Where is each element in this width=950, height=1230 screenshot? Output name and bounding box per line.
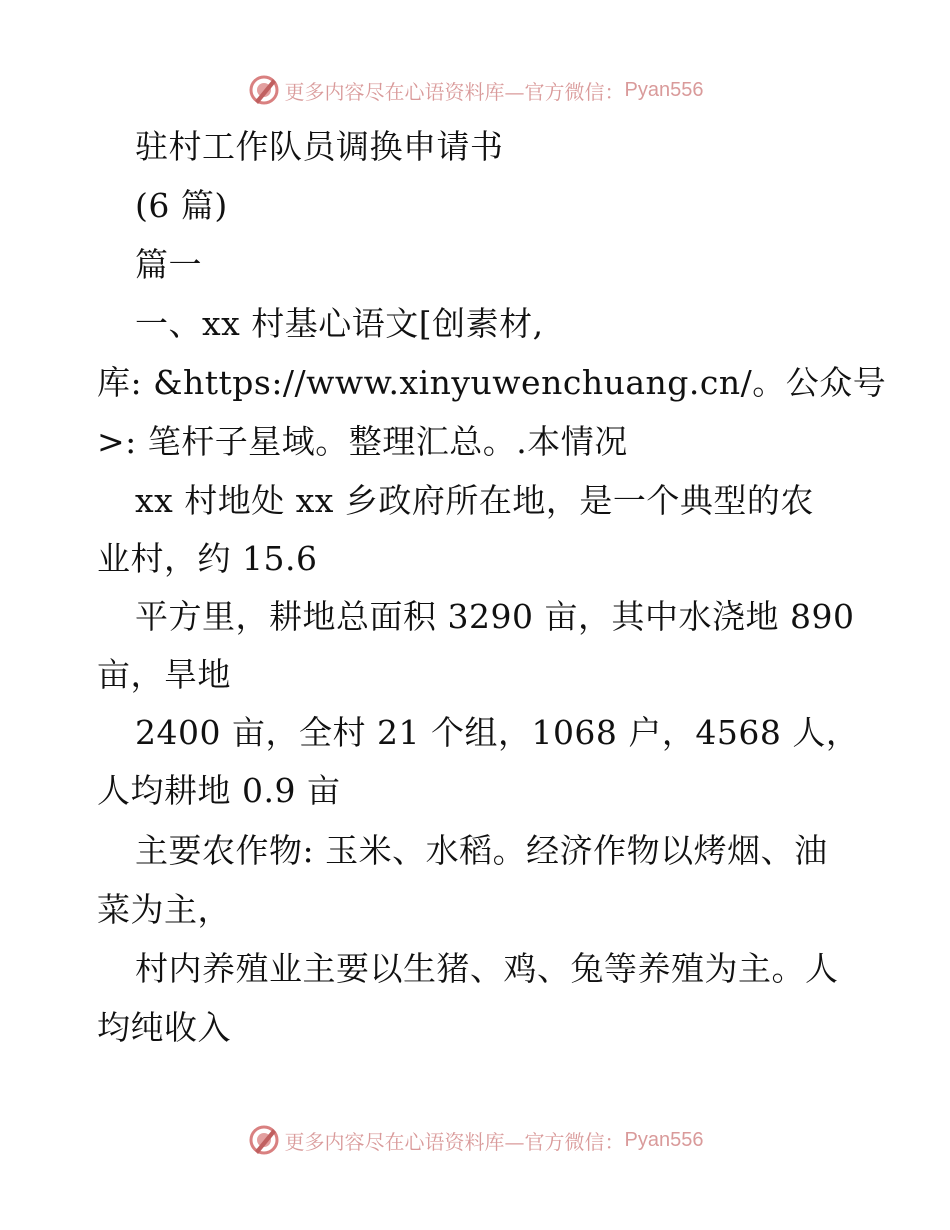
body-line: 业村，约 15.6: [97, 539, 318, 578]
watermark-wechat-id: Pyan556: [624, 1128, 704, 1151]
body-line: 主要农作物: 玉米、水稻。经济作物以烤烟、油: [135, 831, 828, 870]
body-line: 村内养殖业主要以生猪、鸡、兔等养殖为主。人: [135, 949, 839, 988]
document-title: 驻村工作队员调换申请书: [135, 127, 504, 166]
section-heading: 篇一: [135, 245, 202, 284]
body-line: 库: &https://www.xinyuwenchuang.cn/。公众号: [97, 363, 887, 402]
watermark-text: 更多内容尽在心语资料库—官方微信：: [284, 1129, 625, 1154]
watermark-footer: [0, 1120, 950, 1160]
body-line: 菜为主，: [97, 890, 231, 929]
body-line: 均纯收入: [97, 1008, 231, 1047]
document-subtitle: (6 篇): [135, 186, 228, 225]
body-line: xx 村地处 xx 乡政府所在地，是一个典型的农: [135, 481, 814, 520]
body-line: 平方里，耕地总面积 3290 亩，其中水浇地 890: [135, 597, 855, 636]
body-line: 2400 亩，全村 21 个组，1068 户，4568 人，: [135, 713, 860, 752]
body-line: >: 笔杆子星域。整理汇总。.本情况: [97, 422, 628, 461]
body-line: 一、xx 村基心语文[创素材,: [135, 304, 544, 343]
pen-logo-icon: [247, 1123, 281, 1157]
watermark-wechat-id: Pyan556: [624, 78, 704, 101]
body-line: 人均耕地 0.9 亩: [97, 771, 341, 810]
watermark-text: 更多内容尽在心语资料库—官方微信：: [284, 79, 625, 104]
body-line: 亩，旱地: [97, 655, 231, 694]
